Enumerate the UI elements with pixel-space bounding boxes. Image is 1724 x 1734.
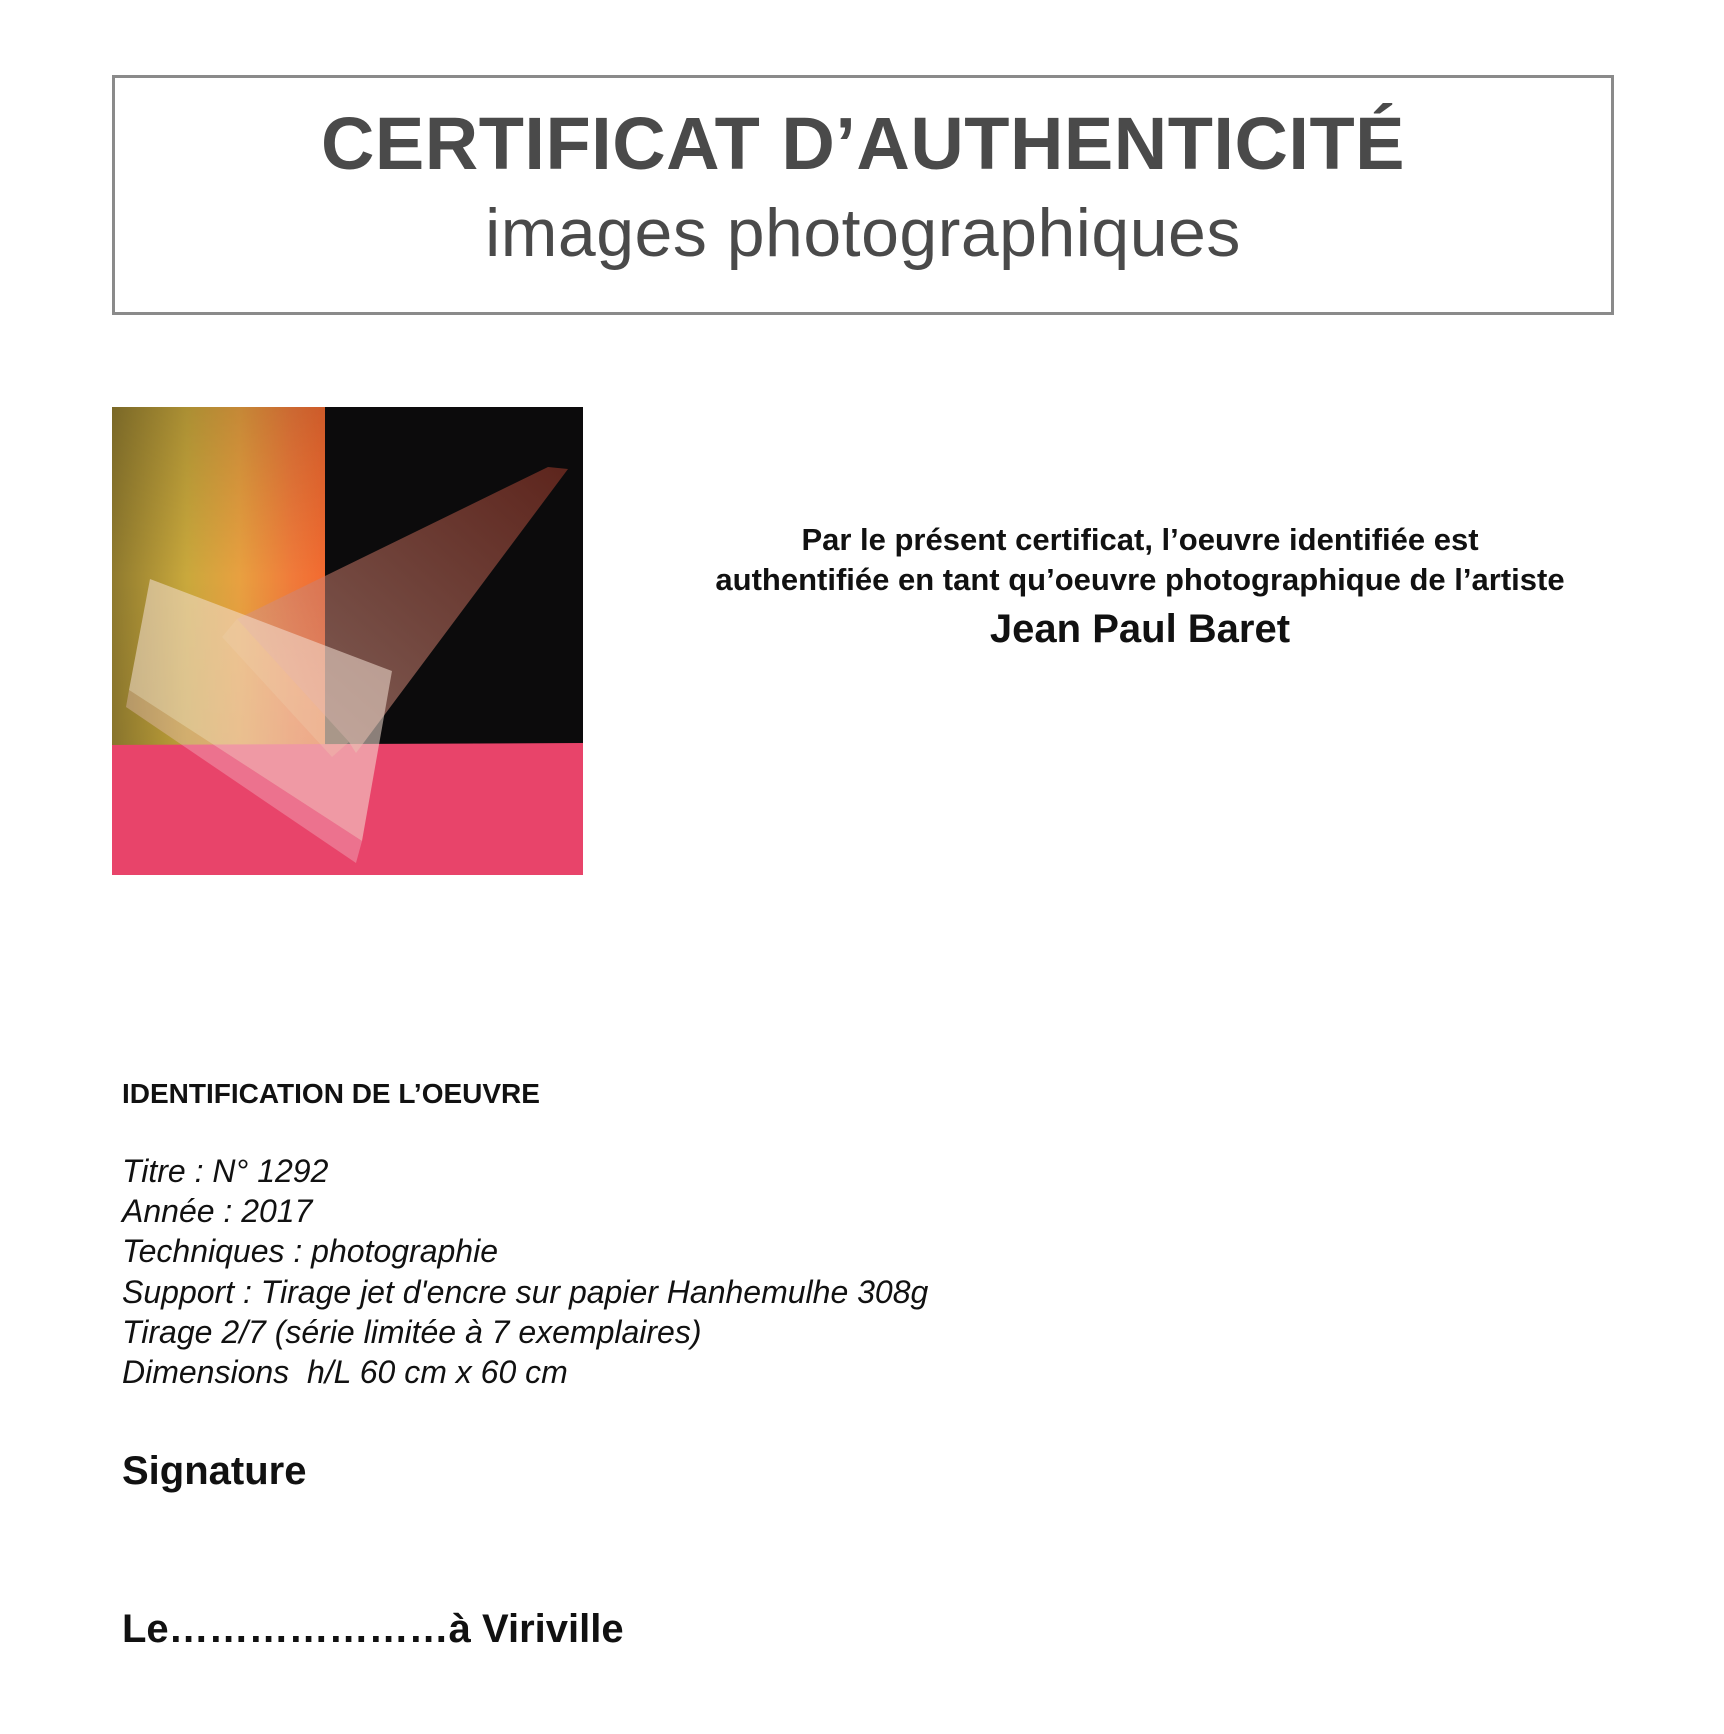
identification-item: Tirage 2/7 (série limitée à 7 exemplaires) <box>122 1313 702 1350</box>
identification-heading: IDENTIFICATION DE L’OEUVRE <box>122 1078 540 1109</box>
artist-name: Jean Paul Baret <box>989 607 1291 651</box>
certificate-header <box>112 75 1614 315</box>
abstract-photograph-image <box>112 407 583 875</box>
signature-label: Signature <box>122 1449 307 1493</box>
authenticity-statement <box>620 520 1660 656</box>
statement-line-2: authentifiée en tant qu’oeuvre photographique de l’artiste <box>715 562 1565 597</box>
certificate-title: CERTIFICAT D’AUTHENTICITÉ <box>320 102 1406 185</box>
certificate-subtitle: images photographiques <box>485 195 1241 271</box>
identification-item: Techniques : photographie <box>122 1233 498 1270</box>
identification-list <box>122 1151 928 1392</box>
identification-item: Titre : N° 1292 <box>122 1153 329 1189</box>
place-date-line: Le…………………à Viriville <box>122 1607 624 1651</box>
statement-line-1: Par le présent certificat, l’oeuvre identifiée est <box>801 522 1479 557</box>
identification-item: Dimensions h/L 60 cm x 60 cm <box>122 1354 568 1391</box>
artwork-image <box>112 407 583 875</box>
identification-item: Support : Tirage jet d'encre sur papier Hanhemulhe 308g <box>122 1273 929 1310</box>
identification-item: Année : 2017 <box>122 1193 313 1230</box>
